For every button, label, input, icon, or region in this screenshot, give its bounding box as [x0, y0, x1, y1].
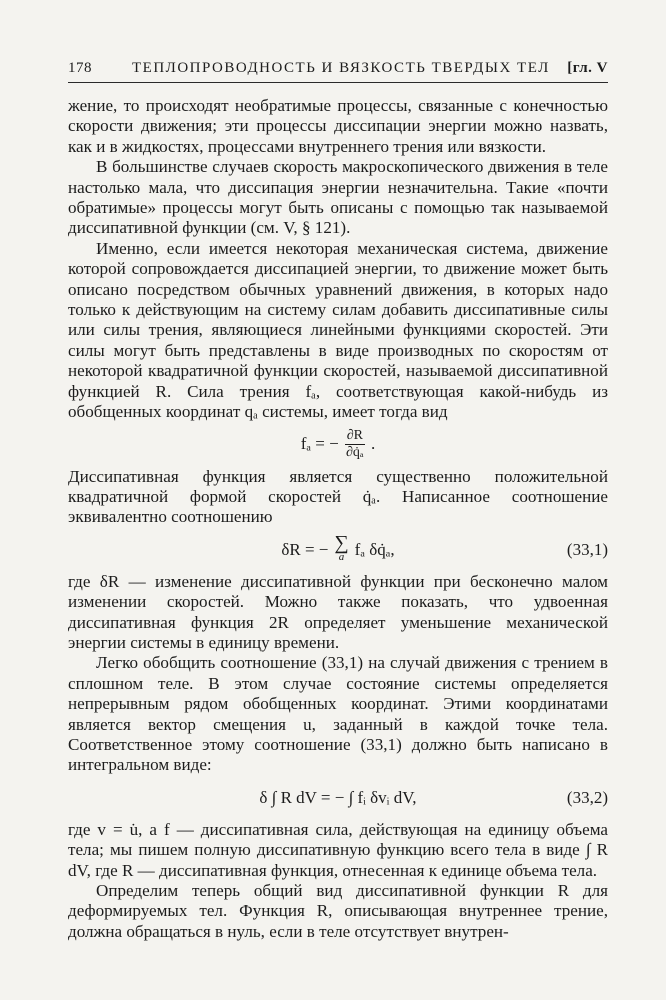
equation-friction-force	[68, 423, 608, 467]
eq0-denominator: ∂q̇ₐ	[345, 445, 364, 460]
paragraph-4: Диссипативная функция является существенно положительной квадратичной формой скоростей q̇ₐ. Написанное соотношение эквивалентно соотношению	[68, 466, 608, 527]
paragraph-1: жение, то происходят необратимые процессы, связанные с конечностью скорости движения; эти процессы диссипации энергии можно назвать, как и в жидкостях, процессами внутреннего трения или вязкости.	[68, 96, 608, 156]
paragraph-8: Определим теперь общий вид диссипативной функции R для деформируемых тел. Функция R, описывающая внутреннее трение, должна обращаться в нуль, если в теле отсутствует внутрен-	[68, 881, 608, 941]
eq0-numerator: ∂R	[346, 428, 363, 443]
paragraph-2: В большинстве случаев скорость макроскопического движения в теле настолько мала, что диссипация энергии незначительна. Такие «почти обратимые» процессы могут быть описаны с помощью так называемой диссипативной функции (см. V, § 121).	[68, 157, 608, 238]
eq2-label: (33,2)	[566, 787, 608, 807]
summation-sign: ∑ a	[334, 531, 349, 563]
page-number: 178	[68, 60, 92, 76]
paragraph-6: Легко обобщить соотношение (33,1) на случай движения с трением в сплошном теле. В этом случае состояние системы определяется непрерывным рядом обобщенных координат. Этими координатами является вектор смещения u, заданный в каждой точке тела. Соответственное этому соотношение (33,1) должно быть написано в интегральном виде:	[68, 653, 608, 775]
equation-33-2	[68, 776, 608, 820]
running-title: ТЕПЛОПРОВОДНОСТЬ И ВЯЗКОСТЬ ТВЕРДЫХ ТЕЛ	[132, 60, 550, 76]
chapter-label: [гл. V	[567, 60, 608, 76]
eq1-lhs: δR = −	[281, 539, 329, 559]
body-text	[68, 96, 608, 942]
eq1-sum-index: a	[338, 550, 345, 563]
eq0-lhs: fₐ = −	[300, 434, 339, 454]
running-header	[68, 60, 608, 83]
eq0-tail: .	[371, 434, 376, 454]
eq2-body: δ ∫ R dV = − ∫ fᵢ δvᵢ dV,	[259, 787, 417, 807]
equation-33-1	[68, 528, 608, 572]
paragraph-3: Именно, если имеется некоторая механическая система, движение которой сопровождается диссипацией энергии, то движение может быть описано посредством обычных уравнений движения, в которых надо только к действующим на систему силам добавить диссипативные силы или силы трения, являющиеся линейными функциями скоростей. Эти силы могут быть представлены в виде производных по скоростям от некоторой квадратичной функции скоростей, называемой диссипативной функцией R. Сила трения fₐ, соответствующая какой-нибудь из обобщенных координат qₐ системы, имеет тогда вид	[68, 238, 608, 422]
eq0-fraction	[345, 428, 365, 461]
paragraph-7b: ∫ R dV, где R — диссипативная функция, отнесенная к единице объема тела.	[68, 840, 608, 880]
paragraph-7a: где v = u̇, а f — диссипативная сила, действующая на единицу объема тела; мы пишем полную диссипативную функцию всего тела в виде	[68, 819, 608, 860]
paragraph-7	[68, 820, 608, 881]
eq1-rhs: fₐ δq̇ₐ,	[354, 539, 395, 559]
paragraph-5: где δR — изменение диссипативной функции при бесконечно малом изменении скоростей. Можно также показать, что удвоенная диссипативная функция 2R определяет уменьшение механической энергии системы в единицу времени.	[68, 571, 608, 652]
eq1-label: (33,1)	[566, 539, 608, 559]
